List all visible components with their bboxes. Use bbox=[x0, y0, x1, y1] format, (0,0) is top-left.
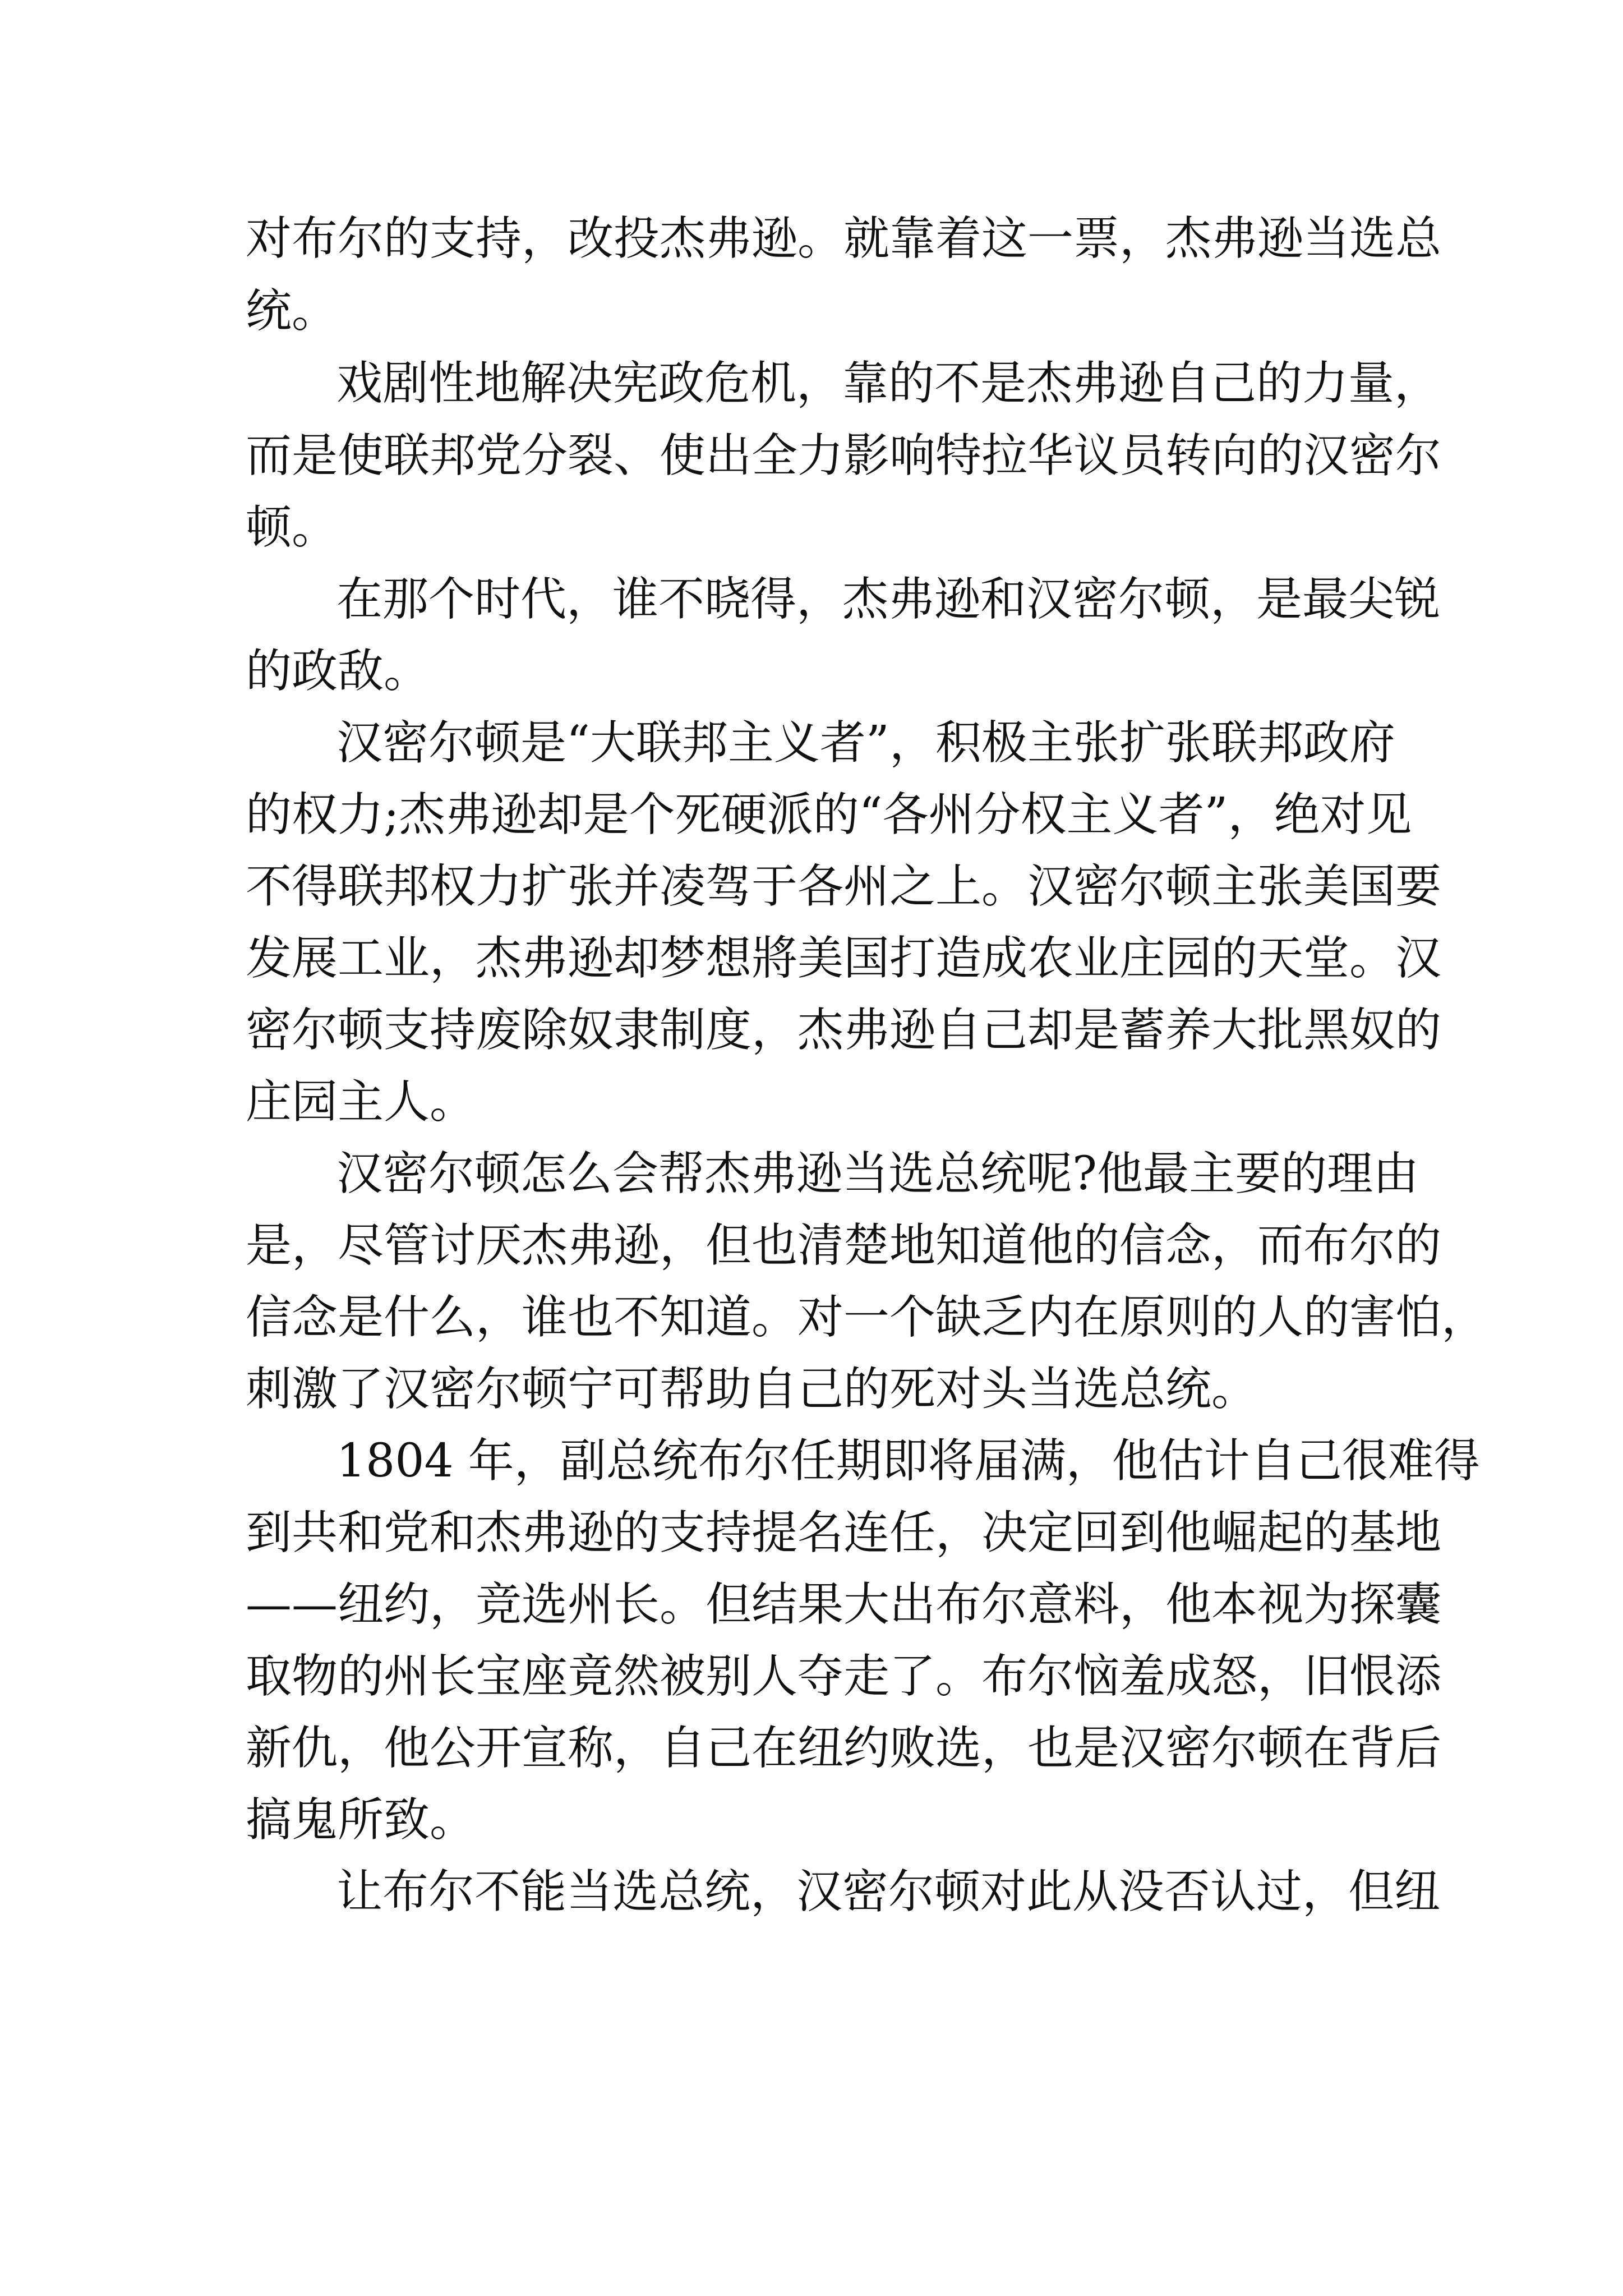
text-line: 顿。 bbox=[246, 501, 338, 554]
text-line: 信念是什么，谁也不知道。对一个缺乏内在原则的人的害怕， bbox=[246, 1291, 1488, 1344]
text-line: 让布尔不能当选总统，汉密尔顿对此从没否认过，但纽 bbox=[336, 1865, 1441, 1918]
text-line: 戏剧性地解决宪政危机，靠的不是杰弗逊自己的力量， bbox=[336, 357, 1441, 410]
text-line: 新仇，他公开宣称，自己在纽约败选，也是汉密尔顿在背后 bbox=[246, 1722, 1442, 1775]
text-line: 1804 年，副总统布尔任期即将届满，他估计自己很难得 bbox=[336, 1434, 1480, 1488]
text-line: 的权力;杰弗逊却是个死硬派的“各州分权主义者”，绝对见 bbox=[246, 788, 1412, 841]
text-line: 汉密尔顿是“大联邦主义者”，积极主张扩张联邦政府 bbox=[336, 716, 1395, 770]
text-line: ——纽约，竞选州长。但结果大出布尔意料，他本视为探囊 bbox=[246, 1578, 1442, 1631]
text-line: 是，尽管讨厌杰弗逊，但也清楚地知道他的信念，而布尔的 bbox=[246, 1219, 1442, 1272]
text-line: 汉密尔顿怎么会帮杰弗逊当选总统呢?他最主要的理由 bbox=[336, 1147, 1419, 1200]
text-line: 统。 bbox=[246, 284, 338, 338]
text-line: 取物的州长宝座竟然被别人夺走了。布尔恼羞成怒，旧恨添 bbox=[246, 1650, 1442, 1703]
text-line: 庄园主人。 bbox=[246, 1075, 476, 1129]
text-line: 刺激了汉密尔顿宁可帮助自己的死对头当选总统。 bbox=[246, 1363, 1258, 1416]
text-line: 不得联邦权力扩张并凌驾于各州之上。汉密尔顿主张美国要 bbox=[246, 860, 1442, 913]
text-line: 搞鬼所致。 bbox=[246, 1793, 476, 1847]
text-line: 到共和党和杰弗逊的支持提名连任，决定回到他崛起的基地 bbox=[246, 1506, 1442, 1559]
text-line: 的政敌。 bbox=[246, 645, 430, 698]
text-line: 在那个时代，谁不晓得，杰弗逊和汉密尔顿，是最尖锐 bbox=[336, 573, 1441, 626]
text-line: 密尔顿支持废除奴隶制度，杰弗逊自己却是蓄养大批黑奴的 bbox=[246, 1004, 1442, 1057]
text-line: 对布尔的支持，改投杰弗逊。就靠着这一票，杰弗逊当选总 bbox=[246, 212, 1442, 265]
text-line: 而是使联邦党分裂、使出全力影响特拉华议员转向的汉密尔 bbox=[246, 429, 1442, 482]
text-line: 发展工业，杰弗逊却梦想將美国打造成农业庄园的天堂。汉 bbox=[246, 932, 1442, 985]
